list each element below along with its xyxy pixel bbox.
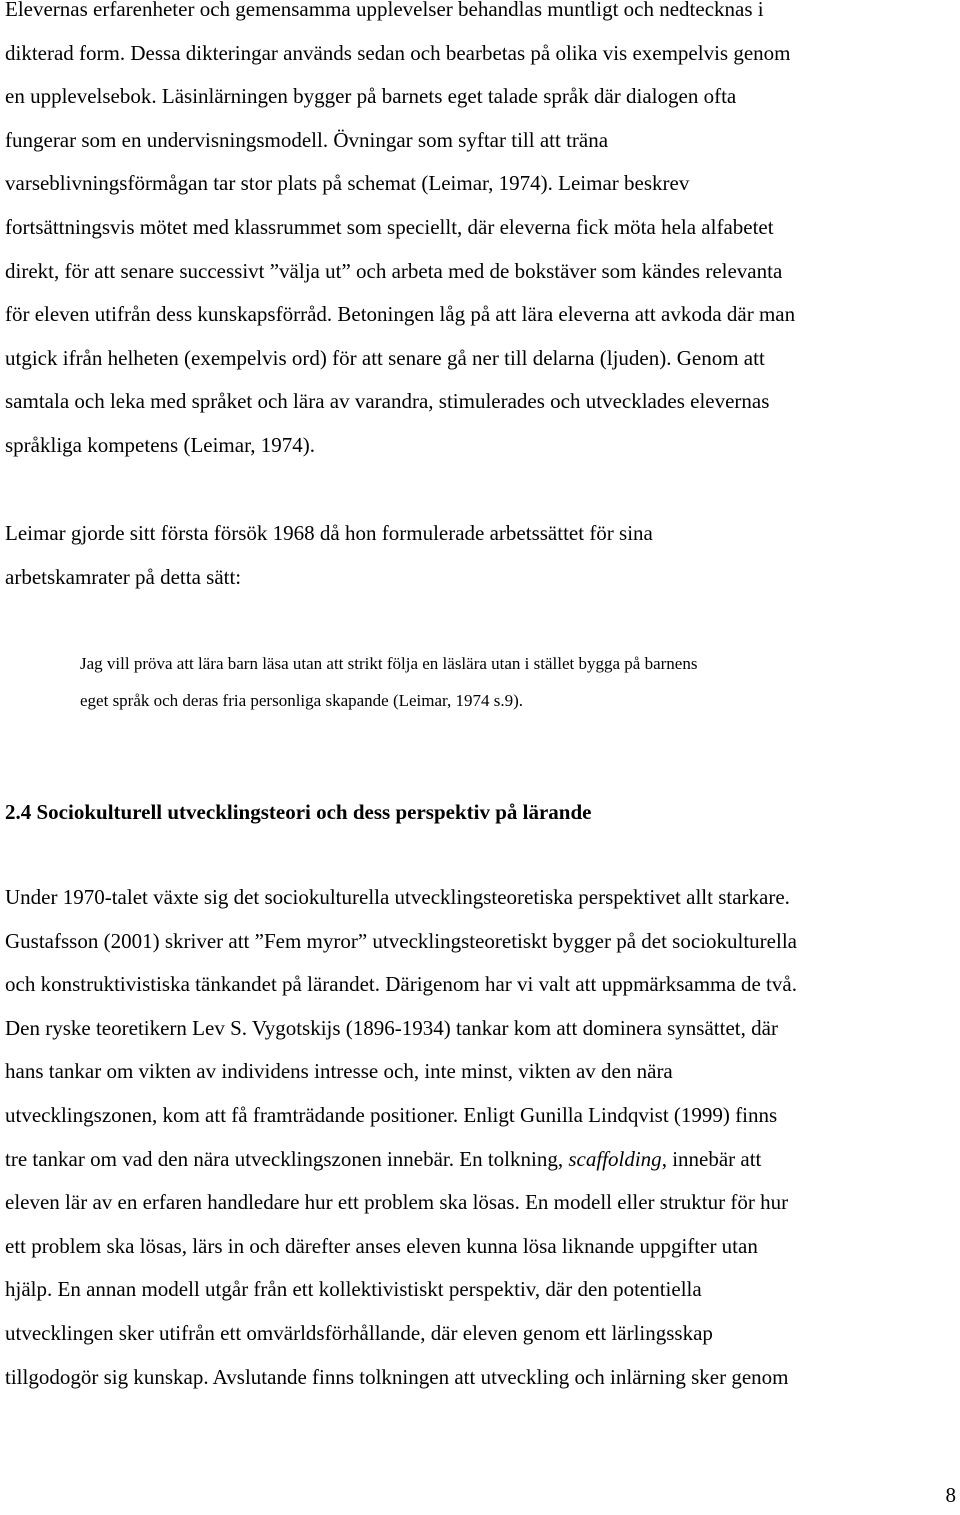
italic-term: scaffolding — [568, 1146, 662, 1171]
text-line: varseblivningsförmågan tar stor plats på schemat (Leimar, 1974). Leimar beskrev — [5, 171, 690, 196]
text-line: språkliga kompetens (Leimar, 1974). — [5, 432, 315, 457]
paragraph-leimar-method — [5, 0, 960, 468]
text-line: ett problem ska lösas, lärs in och därefter anses eleven kunna lösa liknande uppgifter utan — [5, 1233, 758, 1258]
text-line: Elevernas erfarenheter och gemensamma upplevelser behandlas muntligt och nedtecknas i — [5, 0, 764, 21]
text-line: tillgodogör sig kunskap. Avslutande finns tolkningen att utveckling och inlärning sker genom — [5, 1364, 789, 1389]
text-line: utvecklingen sker utifrån ett omvärldsförhållande, där eleven genom ett lärlingsskap — [5, 1320, 713, 1345]
text-line: fungerar som en undervisningsmodell. Övningar som syftar till att träna — [5, 127, 609, 152]
text-line: Gustafsson (2001) skriver att ”Fem myror” utvecklingsteoretiskt bygger på det sociokulturella — [5, 928, 797, 953]
block-quote — [80, 645, 860, 719]
text-line: samtala och leka med språket och lära av varandra, stimulerades och utvecklades elevernas — [5, 389, 770, 414]
text-line: direkt, för att senare successivt ”välja ut” och arbeta med de bokstäver som kändes relevanta — [5, 258, 783, 283]
text-segment: tre tankar om vad den nära utvecklingszonen innebär. En tolkning, — [5, 1146, 569, 1171]
text-line: och konstruktivistiska tänkandet på lärandet. Därigenom har vi valt att uppmärksamma de två. — [5, 972, 797, 997]
text-segment: , innebär att — [661, 1146, 762, 1171]
text-line: en upplevelsebok. Läsinlärningen bygger på barnets eget talade språk där dialogen ofta — [5, 84, 737, 109]
page-number: 8 — [945, 1483, 956, 1507]
text-line: för eleven utifrån dess kunskapsförråd. Betoningen låg på att lära eleverna att avkoda där man — [5, 302, 796, 327]
text-line: Den ryske teoretikern Lev S. Vygotskijs (1896-1934) tankar kom att dominera synsättet, där — [5, 1015, 778, 1040]
text-line: arbetskamrater på detta sätt: — [5, 564, 242, 589]
paragraph-leimar-first-attempt — [5, 512, 805, 599]
quote-line: eget språk och deras fria personliga skapande (Leimar, 1974 s.9). — [80, 691, 524, 710]
text-line: utvecklingszonen, kom att få framträdande positioner. Enligt Gunilla Lindqvist (1999) finns — [5, 1102, 778, 1127]
text-line — [5, 1138, 960, 1182]
text-line: hans tankar om vikten av individens intresse och, inte minst, vikten av den nära — [5, 1059, 673, 1084]
text-line: dikterad form. Dessa dikteringar används sedan och bearbetas på olika vis exempelvis genom — [5, 40, 791, 65]
text-line: hjälp. En annan modell utgår från ett kollektivistiskt perspektiv, där den potentiella — [5, 1277, 702, 1302]
paragraph-sociocultural — [5, 876, 960, 1399]
quote-line: Jag vill pröva att lära barn läsa utan att strikt följa en läslära utan i stället bygga på barnens — [80, 654, 698, 673]
text-line: eleven lär av en erfaren handledare hur ett problem ska lösas. En modell eller struktur för hur — [5, 1190, 789, 1215]
text-line: Under 1970-talet växte sig det sociokulturella utvecklingsteoretiska perspektivet allt starkare. — [5, 885, 790, 909]
section-heading: 2.4 Sociokulturell utvecklingsteori och dess perspektiv på lärande — [5, 800, 592, 824]
text-line: Leimar gjorde sitt första försök 1968 då hon formulerade arbetssättet för sina — [5, 521, 653, 545]
text-line: utgick ifrån helheten (exempelvis ord) för att senare gå ner till delarna (ljuden). Genom att — [5, 345, 765, 370]
text-line: fortsättningsvis mötet med klassrummet som speciellt, där eleverna fick möta hela alfabetet — [5, 214, 774, 239]
